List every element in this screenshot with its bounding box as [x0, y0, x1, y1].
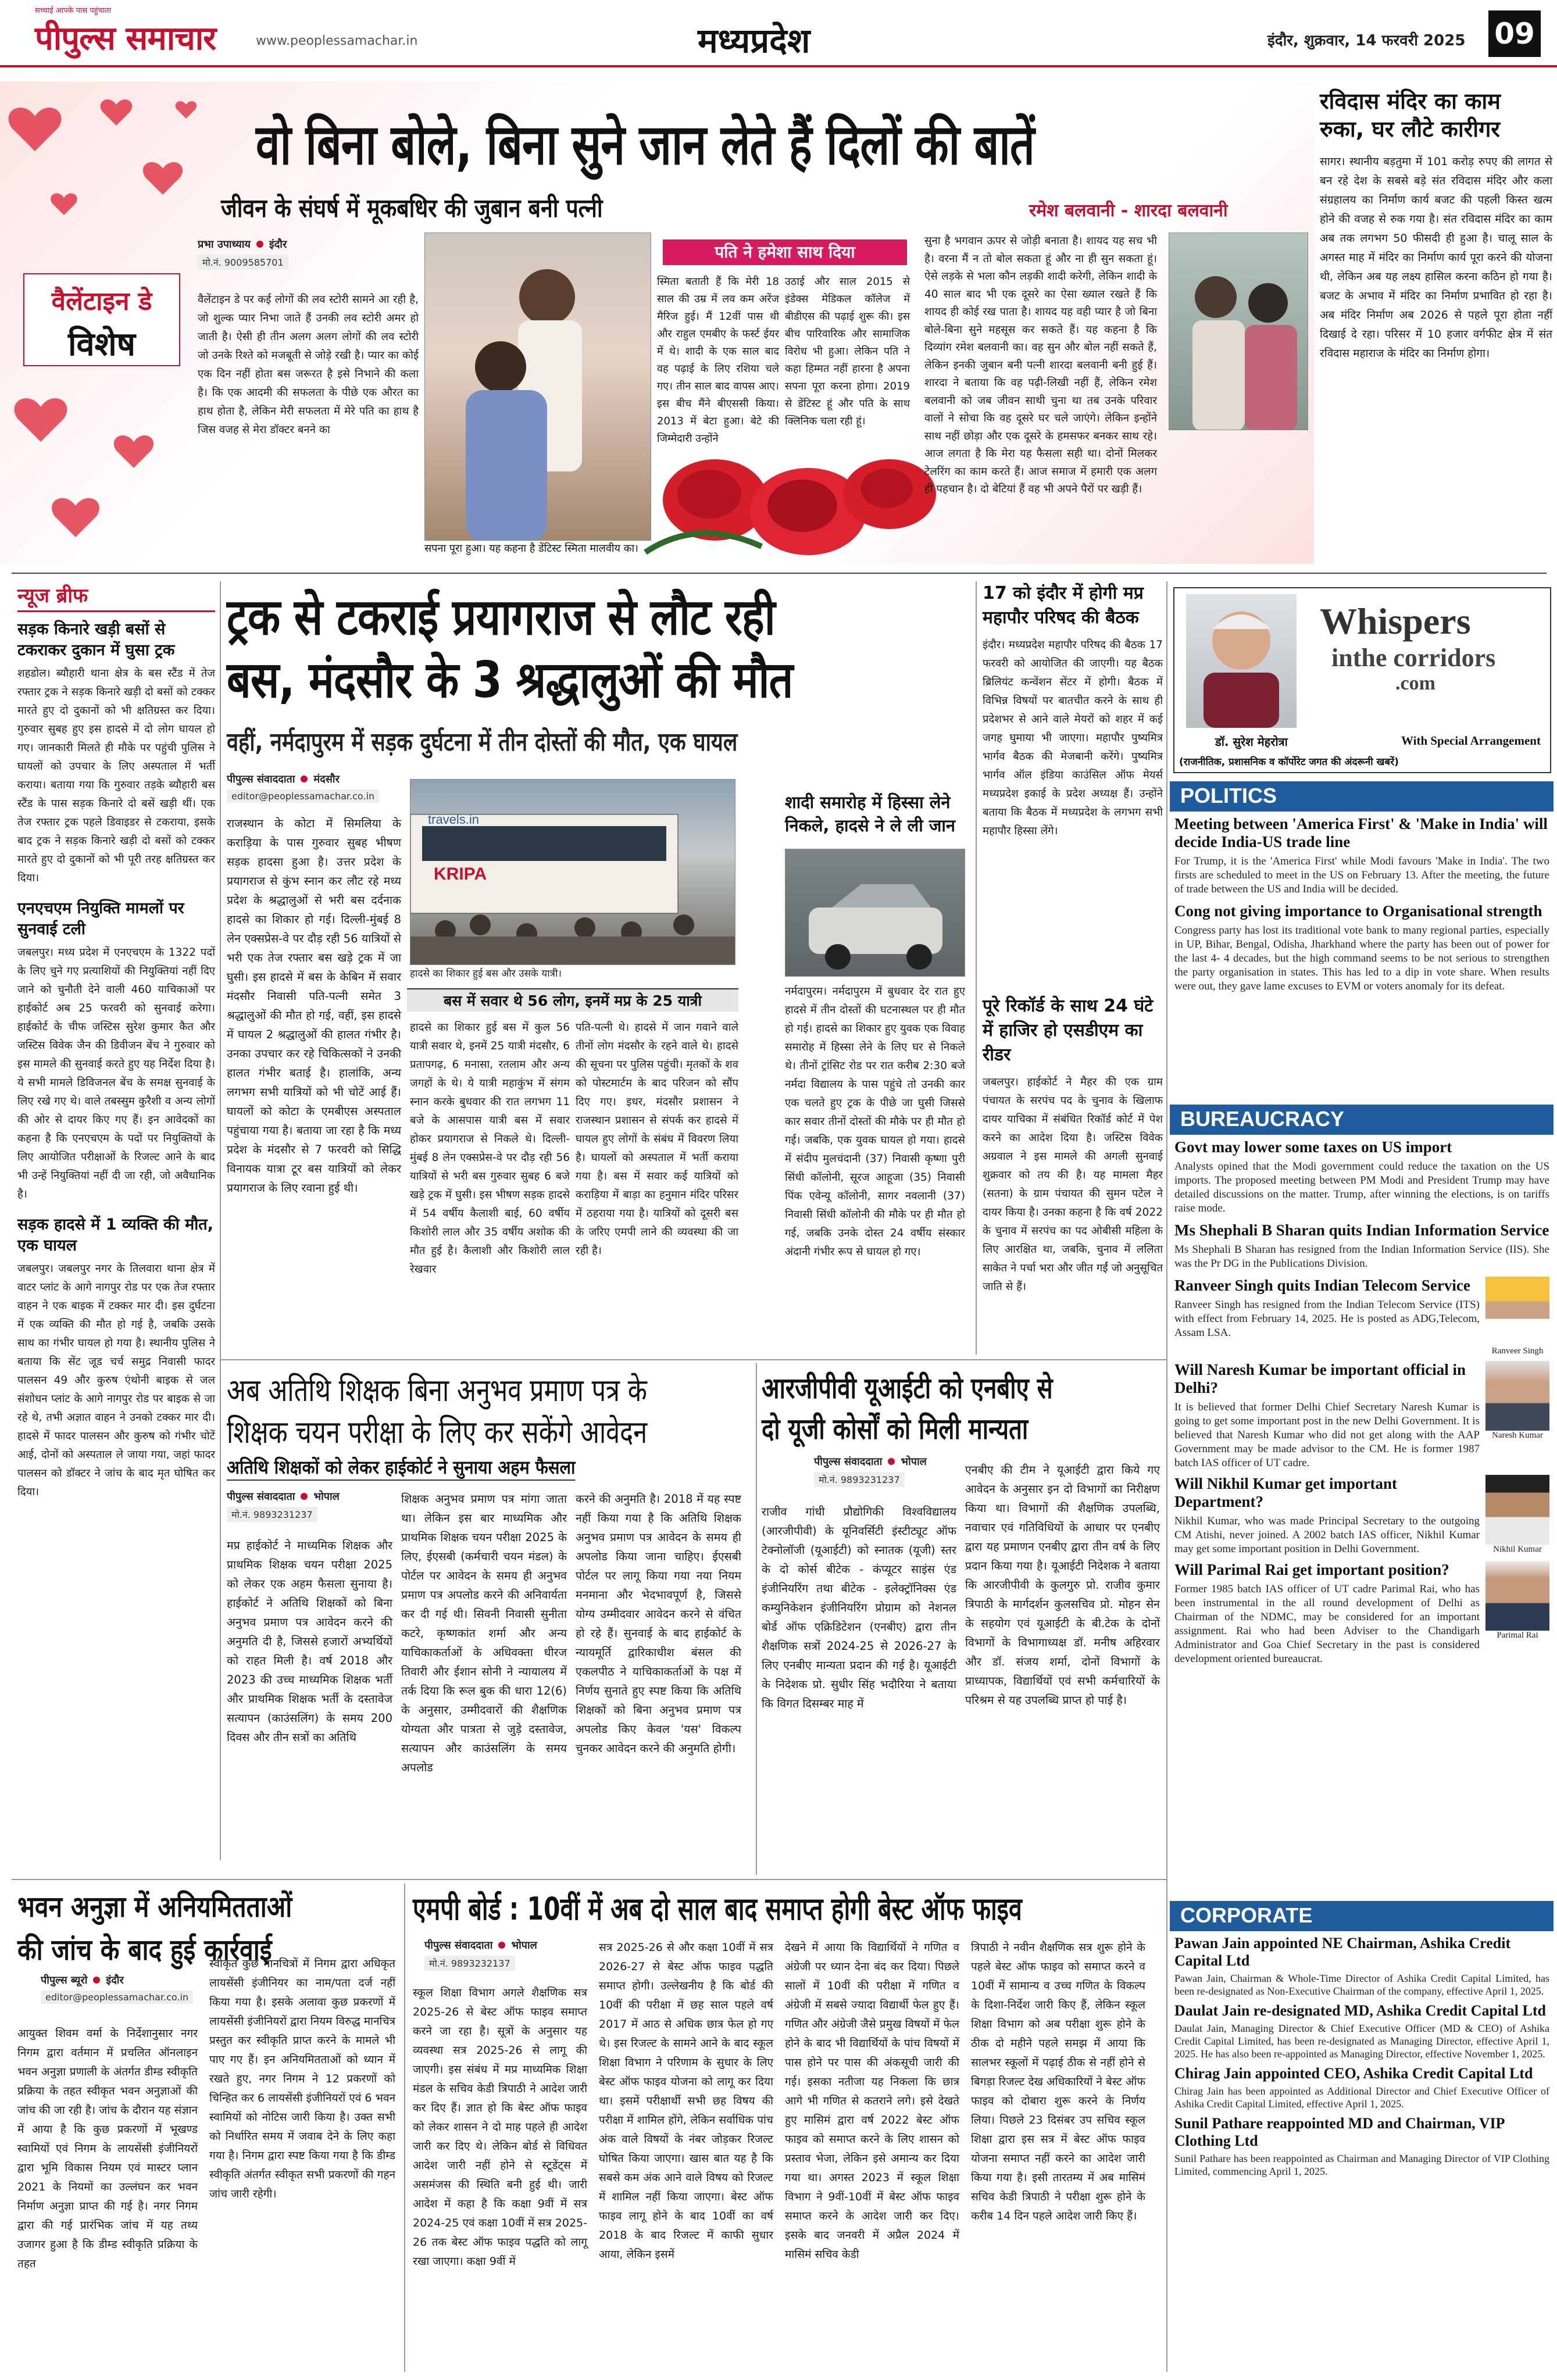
bus-illustration	[410, 780, 735, 965]
mpboard-col4: त्रिपाठी ने नवीन शैक्षणिक सत्र शुरू होने के पहले बेस्ट ऑफ फाइव को समाप्त करने व 10वीं में सामान्य व उच्च गणित के विकल्प के दिशा-निर्देश जारी किए हैं, लेकिन स्कूल शिक्षा विभाग को अब परीक्षा शुरू होने के ठीक दो महीने पहले समझ में आया कि सालभर स्कूलों में पढ़ाई ठीक से नहीं होने से बिगड़ा रिजल्ट देख अधिकारियों ने बेस्ट ऑफ फाइव को दोबारा शुरू करने के निर्णय लिया। पिछले 23 दिसंबर उप सचिव स्कूल शिक्षा द्वारा इस सत्र में बेस्ट ऑफ फाइव योजना समाप्त नहीं करने का आदेश जारी किया गया है। इसी तारतम्य में अब मासिमं सचिव केडी त्रिपाठी ने परीक्षा शुरू होने के करीब 14 दिन पहले आदेश जारी किए हैं।	[971, 1941, 1145, 2222]
bhawan-headline-line1: भवन अनुज्ञा में अनियमितताओं	[17, 1890, 292, 1924]
bureaucracy-body-1: Analysts opined that the Modi government could reduce the taxation on the US imports. The proposed meeting between PM Modi and President Trump may have detailed discussions on the matter. Trump, after winning the elections, is on tariffs raise mode.	[1174, 1160, 1549, 1214]
politics-items	[1174, 815, 1549, 994]
bureaucracy-headline-5: Will Nikhil Kumar get important Department?	[1174, 1475, 1398, 1510]
guest-subhead: अतिथि शिक्षकों को लेकर हाईकोर्ट ने सुनाया अहम फैसला	[227, 1455, 575, 1481]
corporate-headline-4: Sunil Pathare reappointed MD and Chairman, VIP Clothing Ltd	[1174, 2115, 1505, 2149]
sdm-body: जबलपुर। हाईकोर्ट ने मैहर की एक ग्राम पंचायत के सरपंच पद के चुनाव के खिलाफ दायर याचिका में संबंधित रिकॉर्ड कोर्ट में पेश करने का आदेश दिया है। जस्टिस विवेक अग्रवाल ने इस मामले की अगली सुनवाई शुक्रवार को तय की है। यह मामला मैहर (सतना) के ग्राम पंचायत की सुमन पटेल ने दायर किया है। उनका कहना है कि वर्ष 2022 के चुनाव में सरपंच का पद ओबीसी महिला के लिए आरक्षित था, जबकि, चुनाव में ललिता साकेत ने पर्चा भरा और जीत गईं जो अनुसूचित जाति से हैं।	[983, 1076, 1163, 1293]
divider	[404, 1884, 405, 2372]
heart-icon	[51, 194, 77, 215]
heart-icon	[176, 101, 197, 119]
bullet-dot-icon	[256, 241, 263, 248]
mpboard-story	[413, 1886, 1163, 2368]
nikhil-photo	[1485, 1475, 1549, 1545]
truck-headline-line1: ट्रक से टकराई प्रयागराज से लौट रही	[227, 588, 775, 646]
divider	[12, 573, 1547, 574]
columnist-name: डॉ. सुरेश मेहरोत्रा	[1215, 735, 1288, 749]
valentine-subhead: जीवन के संघर्ष में मूकबधिर की जुबान बनी पत्नी	[221, 194, 603, 223]
mpboard-byline	[424, 1938, 537, 1971]
masthead	[0, 0, 1557, 67]
elderly-couple-illustration	[1169, 233, 1308, 430]
corporate-body-1: Pawan Jain, Chairman & Whole-Time Director of Ashika Credit Capital Limited, has been re-designated as Non-Executive Chairman of the company, effective April 1, 2025.	[1174, 1972, 1549, 1997]
bureaucracy-section-bar: BUREAUCRACY	[1170, 1105, 1554, 1135]
bureaucracy-headline-6: Will Parimal Rai get important position?	[1174, 1561, 1449, 1578]
bullet-dot-icon	[301, 776, 308, 782]
reporter-email[interactable]: editor@peoplessamachar.co.in	[41, 1991, 193, 2004]
mpboard-col2: सत्र 2025-26 से और कक्षा 10वीं में सत्र 2026-27 से बेस्ट ऑफ फाइव पद्धति समाप्त होगी। उल्लेखनीय है कि बोर्ड की 10वीं की परीक्षा में छह साल पहले वर्ष 2017 में आठ से अधिक छात्र फेल हो गए थे। इस रिजल्ट के सामने आने के बाद स्कूल शिक्षा विभाग ने परिणाम के सुधार के लिए बेस्ट ऑफ फाइव योजना को लागू कर दिया था। इसमें परीक्षार्थी सभी छह विषय की परीक्षा में शामिल होंगे, लेकिन सर्वाधिक पांच अंक वाले विषयों के नंबर जोड़कर रिजल्ट घोषित किया जाएगा। खास बात यह है कि सबसे कम अंक आने वाले विषय को रिजल्ट में शामिल नहीं किया जाएगा। बेस्ट ऑफ फाइव लागू होने के बाद 10वीं का वर्ष 2018 के बाद रिजल्ट में काफी सुधार आया, लेकिन इसमें	[599, 1941, 773, 2261]
byline-author: पीपुल्स ब्यूरो	[41, 1974, 88, 1986]
byline-city: भोपाल	[901, 1456, 927, 1468]
bus-accident-photo	[410, 779, 735, 965]
wedding-headline: शादी समारोह में हिस्सा लेने निकले, हादसे ने ले ली जान	[785, 792, 956, 835]
mayor-body: इंदौर। मध्यप्रदेश महापौर परिषद की बैठक 17 फरवरी को आयोजित की जाएगी। यह बैठक ब्रिलियंट कन्वेंशन सेंटर में होगी। बैठक में विभिन्न विषयों पर बातचीत करने के साथ ही प्रदेशभर से आने वाले मेयरों को शहर में कई जगह घुमाया भी जाएगा। महापौर पुष्यमित्र भार्गव बैठक की मेजबानी करेंगे। पुष्यमित्र भार्गव ऑल इंडिया काउंसिल ऑफ मेयर्स मध्यप्रदेश इकाई के प्रदेश अध्यक्ष हैं। उन्होंने बताया कि बैठक में मध्यप्रदेश के लगभग सभी महापौर हिस्सा लेंगे।	[983, 639, 1163, 837]
corporate-headline-3: Chirag Jain appointed CEO, Ashika Credit Capital Ltd	[1174, 2065, 1533, 2082]
corporate-headline-2: Daulat Jain re-designated MD, Ashika Credit Capital Ltd	[1174, 2002, 1546, 2019]
byline-city: इंदौर	[269, 238, 287, 251]
byline-city: भोपाल	[313, 1491, 340, 1503]
brief-2-body: जबलपुर। मध्य प्रदेश में एनएचएम के 1322 पदों के लिए चुने गए प्रत्याशियों की नियुक्तियां नहीं दिए जाने को चुनौती देने वाली 460 याचिकाओं पर हाईकोर्ट अब 25 फरवरी को सुनवाई करेगा। हाईकोर्ट के चीफ जस्टिस सुरेश कुमार कैत और जस्टिस विवेक जैन की डिवीजन बेंच ने गुरुवार को इस मामले की सुनवाई करते हुए यह निर्देश दिया है। ये सभी मामले डिविजनल बेंच के समक्ष सुनवाई के लिए रखे गए थे। वाले तबस्सुम कुरैशी व अन्य लोगों की ओर से दायर किए गए हैं। इन आवेदकों का कहना है कि एनएचएम के पदों पर नियुक्तियों के लिए आयोजित परीक्षाओं के रिजल्ट आने के बाद भी उन्हें नियुक्तियां नहीं दी जा रही, जो अवैधानिक है।	[17, 946, 215, 1200]
heart-icon	[114, 435, 153, 468]
bureaucracy-body-3: Ranveer Singh has resigned from the Indian Telecom Service (ITS) with effect from February 14, 2025. He is posted as ADG,Telecom, Assam LSA.	[1174, 1299, 1480, 1339]
valentine-byline	[198, 237, 288, 270]
naresh-photo	[1485, 1361, 1549, 1431]
badge-line1: वैलेंटाइन डे	[51, 287, 152, 316]
rgpv-headline-line2: दो यूजी कोर्सों को मिली मान्यता	[762, 1412, 1029, 1446]
sdm-story	[983, 994, 1163, 1296]
byline-author: पीपुल्स संवाददाता	[227, 773, 295, 785]
truck-col1: राजस्थान के कोटा में सिमलिया के कराड़िया के पास गुरुवार सुबह भीषण सड़क हादसा हुआ है। उत्तर प्रदेश के प्रयागराज से कुंभ स्नान कर लौट रहे मध्य प्रदेश के श्रद्धालुओं से भरी बस दर्दनाक हादसे का शिकार हो गई। दिल्ली-मुंबई 8 लेन एक्सप्रेस-वे पर दौड़ रही 56 यात्रियों से भरी एक तेज रफ्तार बस खड़े ट्रक में जा घुसी। इस हादसे में बस के केबिन में सवार मंदसौर निवासी पति-पत्नी समेत 3 श्रद्धालुओं की मौत हो गई, वहीं, इस हादसे में घायल 2 श्रद्धालुओं की हालत गंभीर है। उनका उपचार कर रहे चिकित्सकों ने उनकी हालत गंभीर बताई है। हालांकि, अन्य लगभग सभी यात्रियों को भी चोटें आई हैं। घायलों को कोटा के एमबीएस अस्पताल पहुंचाया गया है। बताया जा रहा है कि मध्य प्रदेश के मंदसौर से 7 फरवरी को सिद्धि विनायक यात्रा टूर बस यात्रियों को लेकर प्रयागराज के लिए रवाना हुई थी।	[227, 817, 401, 1195]
divider	[12, 1879, 1166, 1880]
corporate-body-3: Chirag Jain has been appointed as Additional Director and Chief Executive Officer of Ashika Credit Capital Limited, effective April 1, 2025.	[1174, 2085, 1549, 2110]
guest-col2: शिक्षक अनुभव प्रमाण पत्र मांगा जाता था। लेकिन इस बार माध्यमिक और प्राथमिक शिक्षक चयन परीक्षा 2025 के लिए, ईएसबी (कर्मचारी चयन मंडल) के पोर्टल पर आवेदन के समय ही अनुभव प्रमाण पत्र अपलोड करने की अनिवार्यता कर दी गई थी। सिवनी निवासी सुनीता कटरे, कृष्णकांत शर्मा और अन्य याचिकाकर्ताओं के अधिवक्ता धीरज तिवारी और ईशान सोनी ने न्यायालय में तर्क दिया कि रूल बुक की धारा 12(6) के अनुसार, उम्मीदवारों की शैक्षणिक योग्यता और पात्रता से जुड़े दस्तावेज, सत्यापन और काउंसलिंग के समय अपलोड	[401, 1492, 567, 1774]
divider	[220, 1359, 1166, 1360]
heart-icon	[9, 108, 62, 151]
brief-2-headline: एनएचएम नियुक्ति मामलों पर सुनवाई टली	[17, 899, 184, 938]
bureaucracy-items	[1174, 1138, 1549, 1666]
guest-headline-line1: अब अतिथि शिक्षक बिना अनुभव प्रमाण पत्र के	[227, 1372, 647, 1409]
corporate-body-2: Daulat Jain, Managing Director & Chief Executive Officer (MD & CEO) of Ashika Credit Capital Limited, has been re-designated as Managing Director, effective April 1, 2025. He has also been re-appointed as Managing Director, effective November 1, 2025.	[1174, 2022, 1549, 2060]
heart-icon	[143, 162, 183, 195]
bureaucracy-headline-1: Govt may lower some taxes on US import	[1174, 1138, 1452, 1156]
brief-3-headline: सड़क हादसे में 1 व्यक्ति की मौत, एक घायल	[17, 1216, 213, 1255]
politics-headline-2: Cong not giving importance to Organisational strength	[1174, 902, 1542, 920]
parimal-photo	[1485, 1561, 1549, 1631]
svg-text:KRIPA: KRIPA	[434, 864, 487, 884]
valentine-headline: वो बिना बोले, बिना सुने जान लेते हैं दिलों की बातें	[256, 112, 1034, 177]
corporate-body-4: Sunil Pathare has been reappointed as Chairman and Managing Director of VIP Clothing Limited, commencing April 1, 2025.	[1174, 2153, 1549, 2177]
politics-section-bar: POLITICS	[1170, 781, 1554, 812]
whispers-logo-line1: Whispers	[1320, 601, 1471, 642]
heart-icon	[101, 99, 133, 126]
columnist-photo	[1186, 594, 1297, 728]
mpboard-col3: देखने में आया कि विद्यार्थियों ने गणित व अंग्रेजी पर ध्यान देना बंद कर दिया। पिछले सालों में 10वीं की परीक्षा में गणित व अंग्रेजी में सबसे ज्यादा विद्यार्थी फेल हुए हैं। गणित और अंग्रेजी जैसे प्रमुख विषयों में फेल होने के बाद भी विद्यार्थियों के पांच विषयों में पास होने पर पास की अंकसूची जारी की गई। इसका नतीजा यह निकला कि छात्र आगे भी गणित से कतराने लगे। इसे देखते हुए मासिमं द्वारा वर्ष 2022 बेस्ट ऑफ फाइव को समाप्त करने के लिए शासन को प्रस्ताव भेजा, लेकिन इसे अमान्य कर दिया गया था। अगस्त 2023 में स्कूल शिक्षा विभाग ने 9वीं-10वीं में बेस्ट ऑफ फाइव समाप्त करने के आदेश जारी कर दिए। इसके बाद जनवरी में अप्रैल 2024 में मासिमं सचिव केडी	[785, 1941, 959, 2261]
news-brief-title: न्यूज ब्रीफ	[17, 581, 215, 612]
bullet-dot-icon	[888, 1458, 895, 1465]
valentine-col3: उठाई और साल 2015 से इंडेक्स मेडिकल कॉलेज में बीडीएस की पढ़ाई शुरू की। इस बीच पारिवारिक और सामाजिक विरोध भी हुआ। लेकिन पति ने कहा हिम्मत नहीं हारना है अपना सपना पूरा करना होगा। 2019 से डेंटिस्ट हूं और पति के साथ क्लिनिक चला रही हूं।	[785, 276, 910, 427]
divider	[756, 1363, 757, 1875]
politics-body-2: Congress party has lost its traditional vote bank to many regional parties, especially in UP, Bihar, Bengal, Odisha, Jharkhand where the party has been out of power for the last 4- 4 decades, but the high command seems to be not serious to strengthen the party organisation in states. This has led to a dip in vote share. When results were out, they gave lame excuses to EVM or voters anomaly for its defeat.	[1174, 924, 1549, 992]
bullet-dot-icon	[498, 1942, 505, 1949]
couple-photo-caption: सपना पूरा हुआ। यह कहना है डेंटिस्ट स्मिता मालवीय का।	[424, 542, 638, 555]
newspaper-logo[interactable]: पीपुल्स समाचार	[35, 20, 216, 58]
valentine-col4: सुना है भगवान ऊपर से जोड़ी बनाता है। शायद यह सच भी है। वरना मैं न तो बोल सकता हूं और ना ही सुन सकता हूं। ऐसे लड़के से भला कौन लड़की शादी करेगी, लेकिन शादी के 40 साल बाद भी एक दूसरे का ऐसा ख्याल रखते हैं कि शायद ही कोई रख पाता है। शायद यह वही प्यार है जो बिना बोले-बिना सुने महसूस कर सकते हैं। यह कहना है कि दिव्यांग रमेश बलवानी का। वह सुन और बोल नहीं सकते हैं, लेकिन इनकी जुबान बनी पत्नी शारदा बलवानी बनी हुई हैं। शारदा ने बताया कि वह पढ़ी-लिखी नहीं हैं, लेकिन रमेश बलवानी को जब जीवन साथी चुना था तब उनके परिवार वालों ने सोचा कि वह दूसरे घर चले जाएंगे। लेकिन इन्होंने साथ नहीं छोड़ा और एक दूसरे के हमसफर बनकर साथ रहे। आज लगता है कि मेरा यह फैसला सही था। दोनों मिलकर टेलरिंग का काम करते हैं। आज समाज में हमारी एक अलग ही पहचान है। दो बेटियां हैं वह भी अपने पैरों पर खड़ी हैं।	[924, 235, 1157, 495]
bus-box-title: बस में सवार थे 56 लोग, इनमें मप्र के 25 यात्री	[407, 988, 738, 1012]
page-number: 09	[1488, 10, 1541, 57]
whispers-logo[interactable]	[1320, 600, 1541, 716]
box-title: पति ने हमेशा साथ दिया	[663, 240, 907, 265]
truck-story	[227, 581, 971, 1355]
reporter-email[interactable]: editor@peoplessamachar.co.in	[227, 789, 379, 803]
columnist-illustration	[1186, 594, 1297, 728]
rgpv-col2: एनबीए की टीम ने यूआईटी द्वारा किये गए आवेदन के अनुसार इन दो विभागों का निरीक्षण किया था। विभागों की शैक्षणिक उपलब्धि, नवाचार एवं गतिविधियों के आधार पर एनबीए द्वारा यह प्रमाणन एनबीए द्वारा तीन वर्ष के लिए प्रदान किया गया है। यूआईटी निदेशक ने बताया कि आरजीपीवी के कुलगुरु प्रो. राजीव कुमार त्रिपाठी के मार्गदर्शन कुलसचिव प्रो. मोहन सेन के सहयोग एवं यूआईटी के बी.टेक के दोनों विभागों के विभागाध्यक्ष डॉ. मनीष अहिरवार और डॉ. संजय शर्मा, दोनों विभागों के प्राध्यापक, विद्यार्थियों एवं सभी कर्मचारियों के परिश्रम से यह उपलब्धि प्राप्त हो पाई है।	[965, 1463, 1160, 1707]
divider	[220, 581, 221, 1860]
mayor-story	[983, 581, 1163, 841]
bullet-dot-icon	[93, 1977, 100, 1984]
reporter-mobile: मो.नं. 9009585701	[198, 255, 288, 270]
rgpv-byline	[814, 1455, 927, 1487]
couple-names: रमेश बलवानी - शारदा बलवानी	[1029, 201, 1228, 221]
corporate-headline-1: Pawan Jain appointed NE Chairman, Ashika Credit Capital Ltd	[1174, 1935, 1511, 1969]
roses-decoration	[599, 407, 959, 564]
section-title: मध्यप्रदेश	[698, 21, 810, 60]
rgpv-story	[762, 1367, 1163, 1879]
whispers-header	[1173, 587, 1551, 773]
divider	[976, 581, 977, 1355]
ravidas-story	[1320, 87, 1552, 363]
mpboard-col1: स्कूल शिक्षा विभाग अगले शैक्षणिक सत्र 2025-26 से बेस्ट ऑफ फाइव समाप्त करने जा रहा है। सूत्रों के अनुसार यह व्यवस्था सत्र 2025-26 से लागू की जाएगी। इस संबंध में मप्र माध्यमिक शिक्षा मंडल के सचिव केडी त्रिपाठी ने आदेश जारी कर दिए हैं। ज्ञात हो कि बेस्ट ऑफ फाइव को लेकर शासन ने दो माह पहले ही आदेश जारी कर दिए थे। लेकिन बोर्ड से विधिवत आदेश जारी नहीं होने से स्टूडेंट्स में असमंजस की स्थिति बनी हुई थी। जारी आदेश में कहा है कि कक्षा 9वीं में सत्र 2024-25 एवं कक्षा 10वीं में सत्र 2025-26 तक बेस्ट ऑफ फाइव पद्धति को लागू रखा जाएगा। कक्षा 9वीं में	[413, 1986, 587, 2268]
whispers-logo-line2: inthe corridors	[1331, 644, 1496, 672]
bureaucracy-body-4: It is believed that former Delhi Chief Secretary Naresh Kumar is going to get some important post in the new Delhi Government. It is believed that Naresh Kumar who did not get along with the AAP Government may be made advisor to the CM. He is former 1987 batch IAS officer of UT cadre.	[1174, 1401, 1480, 1469]
reporter-mobile: मो.नं. 9893231237	[814, 1472, 905, 1487]
mpboard-headline: एमपी बोर्ड : 10वीं में अब दो साल बाद समाप्त होगी बेस्ट ऑफ फाइव	[413, 1891, 1022, 1927]
bureaucracy-body-5: Nikhil Kumar, who was made Principal Secretary to the outgoing CM Atishi, never joined. A 2002 batch IAS officer, Nikhil Kumar may get some important position in Delhi Government.	[1174, 1515, 1480, 1555]
nikhil-caption: Nikhil Kumar	[1493, 1545, 1542, 1554]
svg-text:travels.in: travels.in	[428, 812, 480, 827]
brief-1-body: शहडोल। ब्यौहारी थाना क्षेत्र के बस स्टैंड में तेज रफ्तार ट्रक ने सड़क किनारे खड़ी दो बसों को टक्कर मारते हुए दो दुकानों को भी क्षतिग्रस्त कर दिया। गुरुवार सुबह हुए इस हादसे में दो लोग घायल हो गए। जानकारी मिलते ही मौके पर पहुंची पुलिस ने घायलों को उपचार के लिए अस्पताल में भर्ती कराया। बताया गया कि गुरुवार तड़के ब्यौहारी बस स्टैंड के पास सड़क किनारे दो बसें खड़ी थीं। एक तेज रफ्तार ट्रक पहले डिवाइडर से टकराया, इसके बाद ट्रक ने सड़क किनारे खड़ी दो बसों को टक्कर मारते हुए दो दुकानों को भी पूरी तरह क्षतिग्रस्त कर दिया।	[17, 667, 215, 884]
bureaucracy-body-2: Ms Shephali B Sharan has resigned from the Indian Information Service (IIS). She was the Pr DG in the Publications Division.	[1174, 1243, 1549, 1270]
whispers-logo-line3: .com	[1395, 673, 1435, 694]
heart-icon	[52, 498, 99, 537]
website-url[interactable]: www.peoplessamachar.in	[256, 34, 418, 48]
bhawan-headline-line2: की जांच के बाद हुई कार्रवाई	[17, 1933, 272, 1967]
guest-col3: करने की अनुमति है। 2018 में यह स्पष्ट नहीं किया गया है कि अतिथि शिक्षक अनुभव प्रमाण पत्र आवेदन के समय ही अपलोड किया जाना चाहिए। ईएसबी पोर्टल पर लागू किया गया नया नियम मनमाना और भेदभावपूर्ण है, जिससे योग्य उम्मीदवार आवेदन करने से वंचित हो रहे हैं। सुनवाई के बाद हाईकोर्ट के न्यायमूर्ति द्वारिकाधीश बंसल की एकलपीठ ने याचिकाकर्ताओं के पक्ष में निर्णय सुनाते हुए स्पष्ट किया कि अतिथि शिक्षकों को बिना अनुभव प्रमाण पत्र अपलोड किए केवल 'यस' विकल्प चुनकर आवेदन करने की अनुमति होगी।	[576, 1492, 741, 1755]
reporter-mobile: मो.नं. 9893231237	[227, 1507, 317, 1522]
bureaucracy-headline-3: Ranveer Singh quits Indian Telecom Service	[1174, 1277, 1470, 1294]
valentine-col2: स्मिता बताती हैं कि मेरी 18 साल की उम्र में लव कम अरेंज मैरिज हुई। मैं 12वीं पास थी और राहुल एमबीए के फर्स्ट ईयर में थे। शादी के एक साल बाद वह पढ़ाई के लिए रशिया चले गए। तीन साल बाद वापस आए। इस बीच मैंने बीएससी किया। 2013 में बेटा हुआ। बेटे की जिम्मेदारी उन्होंने	[657, 276, 779, 445]
byline-city: भोपाल	[511, 1939, 537, 1952]
hearts-decoration	[0, 81, 209, 273]
byline-author: प्रभा उपाध्याय	[198, 238, 251, 251]
special-arrangement: With Special Arrangement	[1401, 734, 1541, 748]
guest-teacher-story	[227, 1367, 750, 1879]
truck-subhead: वहीं, नर्मदापुरम में सड़क दुर्घटना में तीन दोस्तों की मौत, एक घायल	[227, 727, 738, 757]
bhawan-byline	[41, 1973, 193, 2004]
corporate-items	[1174, 1935, 1549, 2178]
ravidas-body: सागर। स्थानीय बड़तुमा में 101 करोड़ रुपए की लागत से बन रहे देश के सबसे बड़े संत रविदास मंदिर और कला संग्रहालय का निर्माण कार्य बजट की पहली किस्त खत्म होने की वजह से रुक गया है। संत रविदास मंदिर का काम अब तक लगभग 50 फीसदी ही हुआ है। चालू साल के अगस्त माह में मंदिर का निर्माण कार्य पूरा करने की योजना थी, लेकिन अब यह लक्ष्य हासिल करना कठिन हो गया है। बजट के अभाव में मंदिर का निर्माण प्रभावित हो रहा है। अब मंदिर निर्माण अब 2026 से पहले पूरा होता नहीं दिखाई दे रहा। परिसर में 10 हजार वर्गफीट क्षेत्र में संत रविदास महाराज के मंदिर का निर्माण होगा।	[1320, 155, 1552, 360]
bhawan-col2: स्वीकृत कुछ मानचित्रों में निगम द्वारा अधिकृत लायसेंसी इंजीनियर का नाम/पता दर्ज नहीं किया गया है। इसके अलावा कुछ प्रकरणों में लायसेंसी इंजीनियरों द्वारा नियम विरुद्ध मानचित्र प्रस्तुत कर स्वीकृति प्राप्त करने के मामले भी पाए गए हैं। इन अनियमितताओं को ध्यान में रखते हुए, नगर निगम ने 12 प्रकरणों को चिन्हित कर 6 लायसेंसी इंजीनियरों एवं 6 भवन स्वामियों को नोटिस जारी किया है। उक्त सभी को निर्धारित समय में जवाब देने के लिए कहा गया है। निगम द्वारा स्पष्ट किया गया है कि डीम्ड स्वीकृति अंतर्गत स्वीकृत सभी प्रकरणों की गहन जांच जारी रहेगी।	[209, 1957, 395, 2200]
hearts-decoration	[0, 372, 192, 564]
naresh-caption: Naresh Kumar	[1492, 1431, 1543, 1440]
heart-icon	[15, 398, 67, 442]
badge-line2: विशेष	[67, 326, 136, 363]
rgpv-headline-line1: आरजीपीवी यूआईटी को एनबीए से	[762, 1371, 1053, 1405]
divider	[1166, 581, 1167, 2372]
bus-photo-caption: हादसे का शिकार हुई बस और उसके यात्री।	[410, 968, 562, 980]
rgpv-col1: राजीव गांधी प्रौद्योगिकी विश्वविद्यालय (आरजीपीवी) के यूनिवर्सिटी इंस्टीट्यूट ऑफ टेक्नोलॉजी (यूआईटी) को स्नातक (यूजी) स्तर के दो कोर्स बीटेक - कंप्यूटर साइंस एंड इंजीनियरिंग तथा बीटेक - इलेक्ट्रॉनिक्स एंड कम्युनिकेशन इंजीनियरिंग प्रोग्राम को नेशनल बोर्ड ऑफ एक्रिडिटेशन (एनबीए) द्वारा तीन शैक्षणिक सत्रों 2024-25 से 2026-27 के लिए एनबीए मान्यता प्रदान की गई है। यूआईटी के निदेशक प्रो. सुधीर सिंह भदौरिया ने बताया कि विगत दिसम्बर माह में	[762, 1505, 956, 1710]
bullet-dot-icon	[301, 1493, 308, 1500]
ranveer-caption: Ranveer Singh	[1491, 1346, 1544, 1356]
brief-3-body: जबलपुर। जबलपुर नगर के तिलवारा थाना क्षेत्र में वाटर प्लांट के आगे नागपुर रोड पर एक तेज रफ्तार वाहन ने एक बाइक में टक्कर मार दी। इस दुर्घटना में एक व्यक्ति की मौत हो गई है, जबकि उसके साथ का गंभीर घायल हो गया है। स्थानीय पुलिस ने बताया कि सेंट जूड चर्च समुद्र निवासी फादर पालसन 49 और कुरुष एंथोनी बाइक से जल संशोधन प्लांट के आगे नागपुर रोड पर बाइक से जा रहे थे, तभी अज्ञात वाहन ने उनको टक्कर मार दी। हादसे में फादर पालसन और कुरुष को गंभीर चोटें आई, दोनों को अस्पताल ले जाया गया, जहां फादर पालसन को डॉक्टर ने जांच के बाद मृत घोषित कर दिया।	[17, 1263, 215, 1498]
car-accident-photo	[785, 849, 965, 977]
bureaucracy-headline-2: Ms Shephali B Sharan quits Indian Information Service	[1174, 1221, 1549, 1239]
politics-body-1: For Trump, it is the 'America First' while Modi favours 'Make in India'. The two firsts are scheduled to meet in the US on February 13. After the meeting, the future of trade between the US and India will be decided.	[1174, 855, 1549, 895]
sdm-headline: पूरे रिकॉर्ड के साथ 24 घंटे में हाजिर हो एसडीएम का रीडर	[983, 996, 1154, 1065]
truck-byline	[227, 772, 379, 803]
ranveer-photo	[1485, 1277, 1549, 1346]
elderly-couple-photo	[1169, 233, 1308, 430]
byline-city: इंदौर	[106, 1974, 124, 1986]
parimal-caption: Parimal Rai	[1497, 1631, 1538, 1640]
valentine-col1: वैलेंटाइन डे पर कई लोगों की लव स्टोरी सामने आ रही है, जो शुल्क प्यार निभा जाते हैं उनकी लव स्टोरी अमर हो जाती है। ऐसी ही तीन अलग अलग लोगों की लव स्टोरी जो उनके रिश्ते को मजबूती से जोड़े रखी है। प्यार का कोई एक दिन नहीं होता बस जरूरत है इसे निभाने की कला है। कि एक आदमी की सफलता के पीछे एक औरत का हाथ होता है, लेकिन मेरी सफलता में मेरे पति का हाथ है जिस वजह से मेरा डॉक्टर बनने का	[198, 294, 419, 436]
byline-city: मंदसौर	[313, 773, 340, 785]
guest-col1: मप्र हाईकोर्ट ने माध्यमिक शिक्षक और प्राथमिक शिक्षक चयन परीक्षा 2025 को लेकर एक अहम फैसला सुनाया है। हाईकोर्ट ने अतिथि शिक्षकों को बिना अनुभव प्रमाण पत्र आवेदन करने की अनुमति दी है, जिससे हजारों अभ्यर्थियों को राहत मिली है। वर्ष 2018 और 2023 की उच्च माध्यमिक शिक्षक भर्ती और प्राथमिक शिक्षक भर्ती के दस्तावेज सत्यापन (काउंसलिंग) के समय 200 दिवस और तीन सत्रों का अतिथि	[227, 1539, 392, 1744]
bhawan-story	[17, 1886, 401, 2368]
guest-byline	[227, 1489, 340, 1522]
truck-col2: हादसे का शिकार हुई बस में कुल 56 यात्री सवार थे, इनमें 25 यात्री मंदसौर, 6 प्रतापगढ़, 6 मनासा, रतलाम और अन्य जगहों के थे। ये यात्री महाकुंभ में संगम स्नान करके बुधवार की रात लगभग 11 बजे के आसपास यात्री बस में सवार होकर प्रयागराज से निकले थे। दिल्ली-मुंबई 8 लेन एक्सप्रेस-वे पर दौड़ रही 56 यात्रियों से भरी बस गुरुवार सुबह 6 बजे खड़े ट्रक में घुसी। इस भीषण सड़क हादसे में 54 वर्षीय कैलाशी बाई, 60 वर्षीय किशोरी लाल और 35 वर्षीय अशोक की मौत हुई है। कैलाशी और किशोरी लाल रेखवार	[410, 1021, 570, 1275]
politics-headline-1: Meeting between 'America First' & 'Make in India' will decide India-US trade line	[1174, 815, 1548, 850]
news-brief-column	[17, 581, 215, 1502]
guest-headline-line2: शिक्षक चयन परीक्षा के लिए कर सकेंगे आवेदन	[227, 1414, 648, 1450]
ravidas-headline: रविदास मंदिर का काम रुका, घर लौटे कारीगर	[1320, 88, 1501, 142]
reporter-mobile: मो.नं. 9893232137	[424, 1956, 515, 1971]
truck-headline-line2: बस, मंदसौर के 3 श्रद्धालुओं की मौत	[227, 651, 793, 709]
masthead-tagline: सच्चाई आपके पास पहुंचाता	[35, 6, 111, 15]
truck-col3: पति-पत्नी थे। हादसे में जान गवाने वाले तीनों लोग मंदसौर के रहने वाले थे। हादसे की सूचना पर पुलिस पहुंची। मृतकों के शव को पोस्टमार्टम के बाद परिजन को सौंप दिए गए। इधर, मंदसौर प्रशासन ने राजस्थान प्रशासन से संपर्क कर हादसे में घायल हुए लोगों के संबंध में विवरण लिया है। घायलों को अस्पताल में भर्ती कराया गया है। बस में सवार कई यात्रियों को कराड़िया में बाड़ा का हनुमान मंदिर परिसर में ठहराया गया है। यात्रियों को दूसरी बस के जरिए एमपी लाने की व्यवस्था की जा रही है।	[576, 1021, 738, 1257]
brief-1-headline: सड़क किनारे खड़ी बसों से टकराकर दुकान में घुसा ट्रक	[17, 620, 175, 659]
bhawan-col1: आयुक्त शिवम वर्मा के निर्देशानुसार नगर निगम द्वारा वर्तमान में प्रचलित ऑनलाइन भवन अनुज्ञा प्रणाली के अंतर्गत डीम्ड स्वीकृति प्रक्रिया के तहत स्वीकृत भवन अनुज्ञाओं की जांच की जा रही है। जांच के दौरान यह संज्ञान में आया है कि कुछ प्रकरणों में भूखण्ड स्वामियों एवं निगम के लायसेंसी इंजीनियरों द्वारा भूमि विकास नियम एवं मास्टर प्लान 2021 के नियमों का उल्लंघन कर भवन निर्माण अनुज्ञा प्राप्त की गई है। नगर निगम द्वारा की गई प्रारंभिक जांच में यह तथ्य उजागर हुआ है कि डीम्ड स्वीकृति प्रक्रिया के तहत	[17, 2027, 198, 2270]
bureaucracy-body-6: Former 1985 batch IAS officer of UT cadre Parimal Rai, who has been instrumental in the all round development of Delhi as Chairman of the NDMC, may be considered for an important assignment. Rai who had been Adviser to the Chandigarh Administrator and Goa Chief Secretary in the past is considered development oriented bureaucrat.	[1174, 1583, 1480, 1665]
valentine-badge	[23, 273, 180, 366]
bureaucracy-headline-4: Will Naresh Kumar be important official in Delhi?	[1174, 1361, 1466, 1396]
byline-author: पीपुल्स संवाददाता	[227, 1491, 295, 1503]
mayor-headline: 17 को इंदौर में होगी मप्र महापौर परिषद की बैठक	[983, 583, 1144, 628]
wedding-body: नर्मदापुरम। नर्मदापुरम में बुधवार देर रात हुए हादसे में तीन दोस्तों की घटनास्थल पर ही मौत हो गई। हादसे का शिकार हुए युवक एक विवाह समारोह में हिस्सा लेने के लिए घर से निकले थे। तीनों ट्रांसिट रोड पर रात करीब 2:30 बजे नर्मदा विद्यालय के पास पहुंचे तो उनकी कार एक चलते हुए ट्रक के पीछे जा घुसी जिससे कार सवार तीनों दोस्तों की मौके पर ही मौत हो गई। जबकि, एक युवक घायल हो गया। हादसे में संदीप मुलचंदानी (37) निवासी कृष्णा पुरी सिंधी कॉलोनी, सूरज आहूजा (35) निवासी पिंक एवेन्यू कॉलोनी, सागर नवलानी (37) निवासी सिंधी कॉलोनी की मौके पर ही मौत हो गई, जबकि उनके दोस्त 24 वर्षीय संस्कार अंदानी गंभीर रूप से घायल हो गए।	[785, 985, 965, 1258]
valentine-story	[0, 81, 1314, 564]
whispers-tagline: (राजनीतिक, प्रशासनिक व कॉर्पोरेट जगत की अंदरूनी खबरें)	[1179, 756, 1399, 768]
car-illustration	[785, 849, 965, 977]
issue-date: इंदौर, शुक्रवार, 14 फरवरी 2025	[1267, 32, 1466, 49]
corporate-section-bar: CORPORATE	[1170, 1901, 1554, 1931]
byline-author: पीपुल्स संवाददाता	[424, 1939, 493, 1952]
byline-author: पीपुल्स संवाददाता	[814, 1456, 883, 1468]
